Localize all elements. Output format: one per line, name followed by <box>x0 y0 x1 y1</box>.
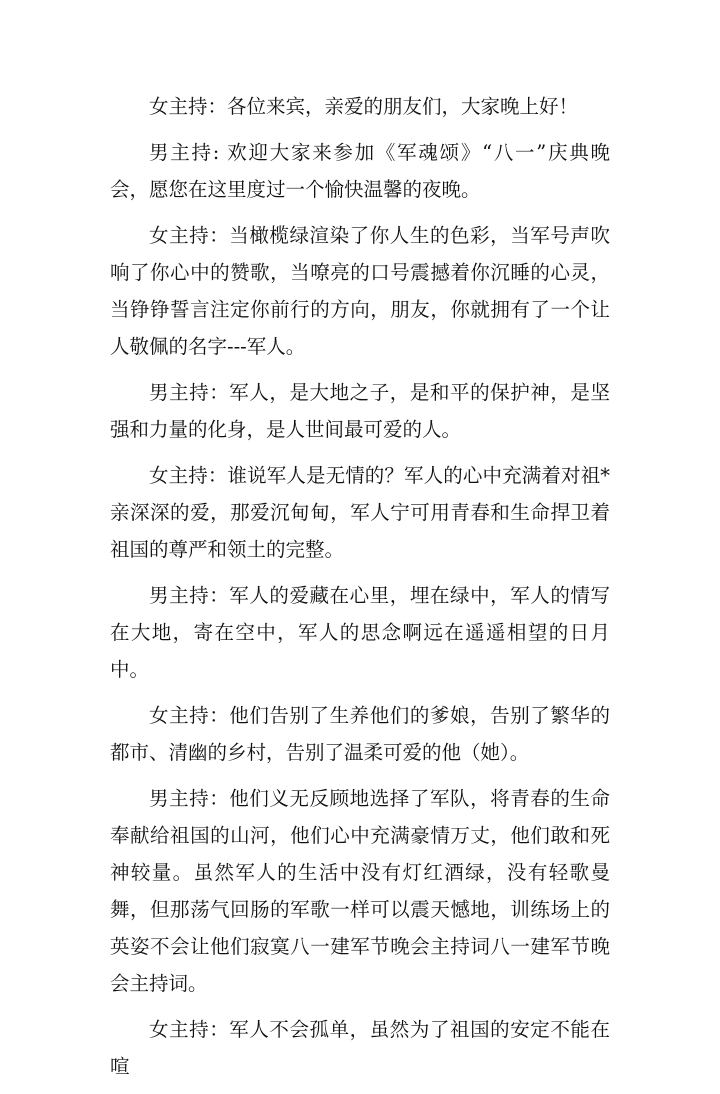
paragraph: 男主持：军人，是大地之子，是和平的保护神，是坚强和力量的化身，是人世间最可爱的人。 <box>110 381 610 441</box>
paragraph: 女主持：各位来宾，亲爱的朋友们，大家晚上好！ <box>149 95 579 118</box>
paragraph: 男主持: 欢迎大家来参加《军魂颂》“八一”庆典晚会，愿您在这里度过一个愉快温馨的夜晚。 <box>110 141 610 201</box>
paragraph: 男主持：军人的爱藏在心里，埋在绿中，军人的情写在大地，寄在空中，军人的思念啊远在遥遥相望的日月中。 <box>110 584 610 681</box>
document-body <box>110 88 610 1094</box>
paragraph: 女主持：当橄榄绿渲染了你人生的色彩，当军号声吹响了你心中的赞歌，当嘹亮的口号震撼着你沉睡的心灵，当铮铮誓言注定你前行的方向，朋友，你就拥有了一个让人敬佩的名字---军人。 <box>110 224 610 358</box>
paragraph: 女主持：他们告别了生养他们的爹娘，告别了繁华的都市、清幽的乡村，告别了温柔可爱的他（她）。 <box>110 704 610 764</box>
paragraph: 女主持：谁说军人是无情的？军人的心中充满着对祖*亲深深的爱，那爱沉甸甸，军人宁可用青春和生命捍卫着祖国的尊严和领土的完整。 <box>110 464 610 561</box>
paragraph: 男主持：他们义无反顾地选择了军队，将青春的生命奉献给祖国的山河，他们心中充满豪情万丈，他们敢和死神较量。虽然军人的生活中没有灯红酒绿，没有轻歌曼舞，但那荡气回肠的军歌一样可以震天憾地，训练场上的英姿不会让他们寂寞八一建军节晚会主持词八一建军节晚会主持词。 <box>110 787 610 995</box>
paragraph: 女主持：军人不会孤单，虽然为了祖国的安定不能在喧 <box>110 1018 610 1078</box>
